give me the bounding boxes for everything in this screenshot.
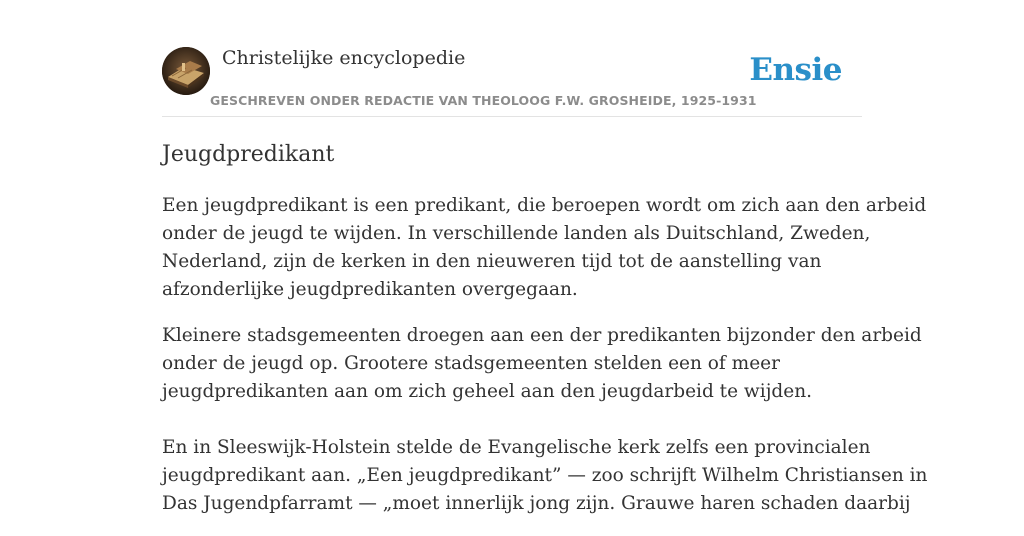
article-title: Jeugdpredikant	[162, 142, 335, 167]
paragraph-line: onder de jeugd op. Grootere stadsgemeenten stelden een of meer	[162, 353, 780, 374]
site-subtitle: GESCHREVEN ONDER REDACTIE VAN THEOLOOG F.W. GROSHEIDE, 1925-1931	[210, 93, 757, 108]
paragraph-line: onder de jeugd te wijden. In verschillende landen als Duitschland, Zweden,	[162, 223, 871, 244]
page	[162, 0, 928, 514]
encyclopedia-avatar[interactable]	[162, 47, 210, 95]
paragraph-line: Das Jugendpfarramt — „moet innerlijk jong zijn. Grauwe haren schaden daarbij	[162, 493, 911, 514]
paragraph-line: jeugdpredikanten aan om zich geheel aan den jeugdarbeid te wijden.	[162, 381, 813, 402]
paragraph-1	[162, 192, 927, 304]
paragraph-line: afzonderlijke jeugdpredikanten overgegaan.	[162, 279, 578, 300]
paragraph-line: jeugdpredikant aan. „Een jeugdpredikant” — zoo schrijft Wilhelm Christiansen in	[162, 465, 928, 486]
article-body	[162, 192, 928, 536]
paragraph-line: Nederland, zijn de kerken in den nieuweren tijd tot de aanstelling van	[162, 251, 822, 272]
paragraph-2	[162, 322, 928, 518]
line-break	[162, 406, 862, 434]
book-photo-icon	[162, 47, 210, 95]
ensie-logo-link[interactable]: Ensie	[749, 52, 842, 88]
paragraph-line: Een jeugdpredikant is een predikant, die beroepen wordt om zich aan den arbeid	[162, 195, 927, 216]
site-title[interactable]: Christelijke encyclopedie	[222, 47, 466, 69]
paragraph-line: En in Sleeswijk-Holstein stelde de Evangelische kerk zelfs een provincialen	[162, 437, 871, 458]
paragraph-line: Kleinere stadsgemeenten droegen aan een der predikanten bijzonder den arbeid	[162, 325, 922, 346]
site-header	[162, 0, 862, 117]
